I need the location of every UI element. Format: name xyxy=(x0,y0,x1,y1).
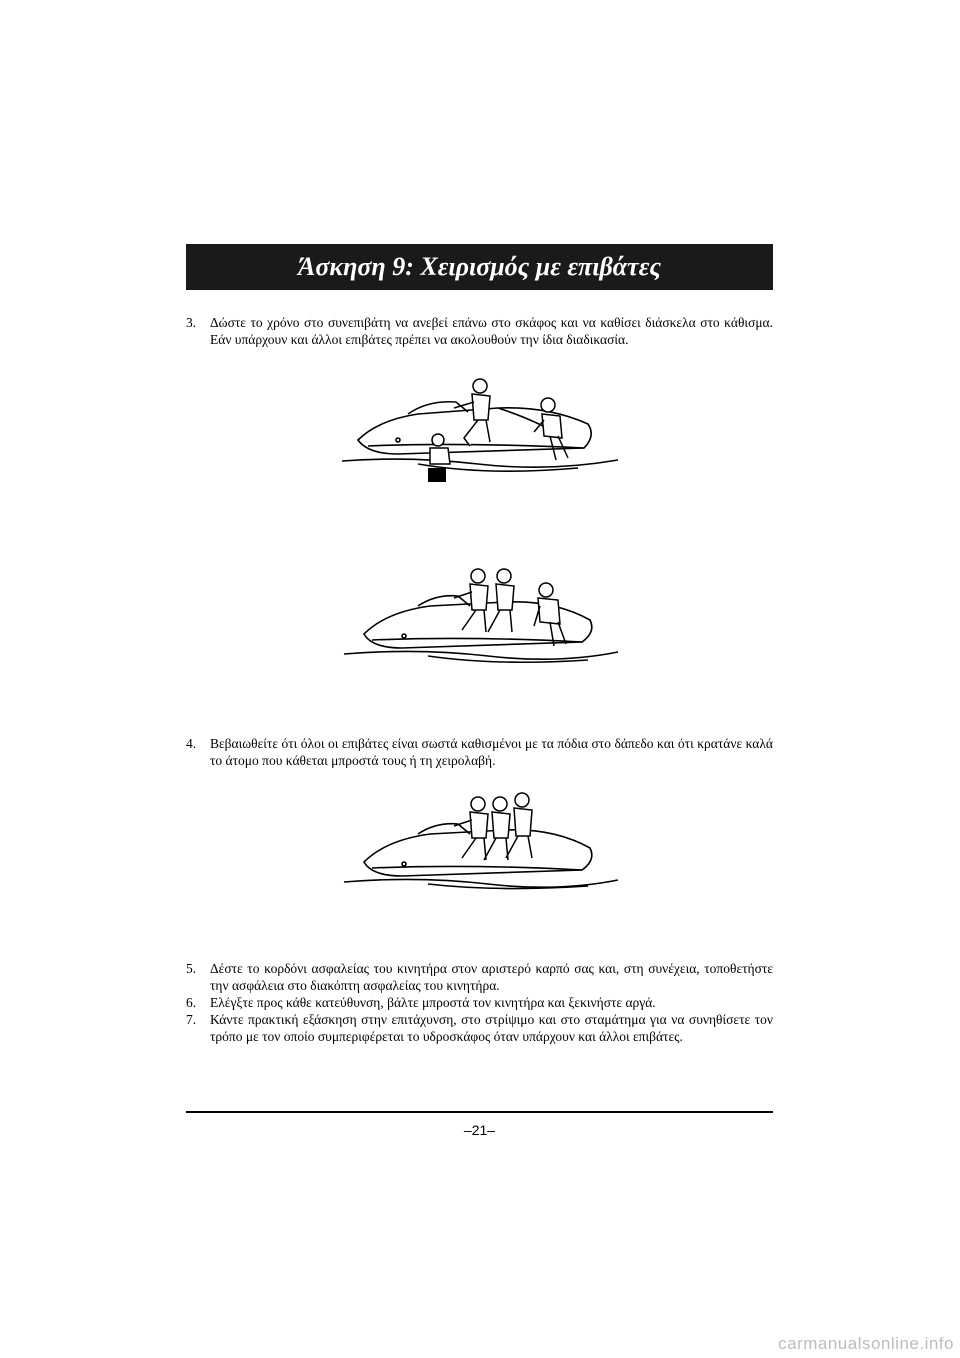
step-text: Κάντε πρακτική εξάσκηση στην επιτάχυνση, στο στρίψιμο και στο σταμάτημα για να συνηθίσετε τον τρόπο με τον οποίο συμπεριφέρεται το υδροσκάφος όταν υπάρχουν και άλλοι επιβάτες. xyxy=(210,1012,773,1044)
section-title-banner xyxy=(186,244,773,290)
step-6 xyxy=(186,994,773,1011)
step-text: Βεβαιωθείτε ότι όλοι οι επιβάτες είναι σωστά καθισμένοι με τα πόδια στο δάπεδο και ότι κρατάνε καλά το άτομο που κάθεται μπροστά τους ή τη χειρολαβή. xyxy=(210,736,773,768)
step-number: 3. xyxy=(186,315,197,330)
step-number: 4. xyxy=(186,736,197,751)
step-7 xyxy=(186,1011,773,1045)
boarding-illustration-2 xyxy=(338,560,622,672)
step-text: Ελέγξτε προς κάθε κατεύθυνση, βάλτε μπροστά τον κινητήρα και ξεκινήστε αργά. xyxy=(210,995,656,1010)
seated-riders-illustration xyxy=(338,790,622,894)
footer-rule xyxy=(186,1111,773,1113)
watermark: carmanualsonline.info xyxy=(778,1334,954,1353)
section-title: Άσκηση 9: Χειρισμός με επιβάτες xyxy=(298,252,661,281)
step-4 xyxy=(186,735,773,769)
step-number: 6. xyxy=(186,995,197,1010)
page-number: –21– xyxy=(463,1122,496,1138)
step-text: Δώστε το χρόνο στο συνεπιβάτη να ανεβεί επάνω στο σκάφος και να καθίσει διάσκελα στο κάθισμα. Εάν υπάρχουν και άλλοι επιβάτες πρέπει να ακολουθούν την ίδια διαδικασία. xyxy=(210,315,773,347)
step-5 xyxy=(186,960,773,994)
step-number: 7. xyxy=(186,1012,197,1027)
step-number: 5. xyxy=(186,961,197,976)
step-text: Δέστε το κορδόνι ασφαλείας του κινητήρα στον αριστερό καρπό σας και, στη συνέχεια, τοποθετήστε την ασφάλεια στο διακόπτη ασφαλείας του κινητήρα. xyxy=(210,961,773,993)
boarding-illustration-1 xyxy=(338,368,622,490)
steps-5-7 xyxy=(186,960,773,1045)
step-3 xyxy=(186,314,773,348)
